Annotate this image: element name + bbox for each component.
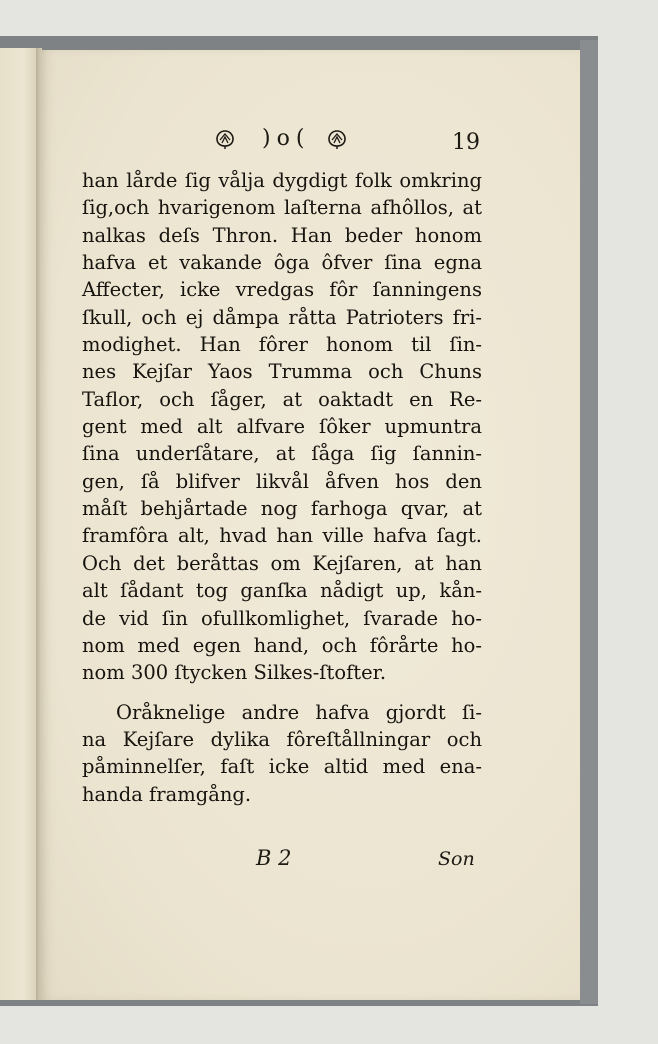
text-line: ſkull, och ej dåmpa råtta Patrioters fri- [82,305,482,329]
right-margin-strip [580,40,598,1004]
paragraph-gap [82,687,482,699]
text-line: måſt behjårtade nog farhoga qvar, at [82,497,482,521]
text-line: framfôra alt, hvad han ville hafva ſagt. [82,524,482,548]
signature-mark: B 2 [256,846,292,870]
header-mark: )o( [262,126,311,151]
text-line: hafva et vakande ôga ôfver ſina egna [82,251,482,275]
body-text [82,167,482,808]
text-line: Oråknelige andre hafva gjordt ſi- [116,700,482,724]
text-line: gent med alt alfvare ſôker upmuntra [82,415,482,439]
catchword: Son [438,848,475,870]
fleuron-icon [326,128,348,150]
text-line: alt ſådant tog ganſka nådigt up, kån- [82,579,482,603]
page-number: 19 [452,130,480,155]
paragraph [82,167,482,687]
text-line: påminnelſer, faſt icke altid med ena- [82,755,482,779]
text-line: ſina underſåtare, at ſåga ſig ſannin- [82,442,482,466]
book-page [40,50,580,1000]
text-line: Taflor, och ſåger, at oaktadt en Re- [82,387,482,411]
previous-page-edge [0,48,38,1000]
text-line: Affecter, icke vredgas fôr ſanningens [82,278,482,302]
text-line: nom 300 ſtycken Silkes-ſtofter. [82,661,387,685]
text-line: nalkas deſs Thron. Han beder honom [82,223,482,247]
paragraph [82,699,482,808]
text-line: Och det beråttas om Kejſaren, at han [82,551,482,575]
fleuron-icon [214,128,236,150]
text-line: modighet. Han fôrer honom til ſin- [82,333,482,357]
text-line: han lårde ſig vålja dygdigt folk omkring [82,169,482,192]
text-line: na Kejſare dylika fôreſtållningar och [82,727,482,751]
text-line: nes Kejſar Yaos Trumma och Chuns [82,360,482,384]
text-line: nom med egen hand, och fôrårte ho- [82,633,482,657]
text-line: ſig,och hvarigenom laſterna afhôllos, at [82,196,482,220]
text-line: de vid ſin ofullkomlighet, ſvarade ho- [82,606,482,630]
text-line: gen, ſå blifver likvål åfven hos den [82,469,482,493]
text-line: handa framgång. [82,782,252,806]
